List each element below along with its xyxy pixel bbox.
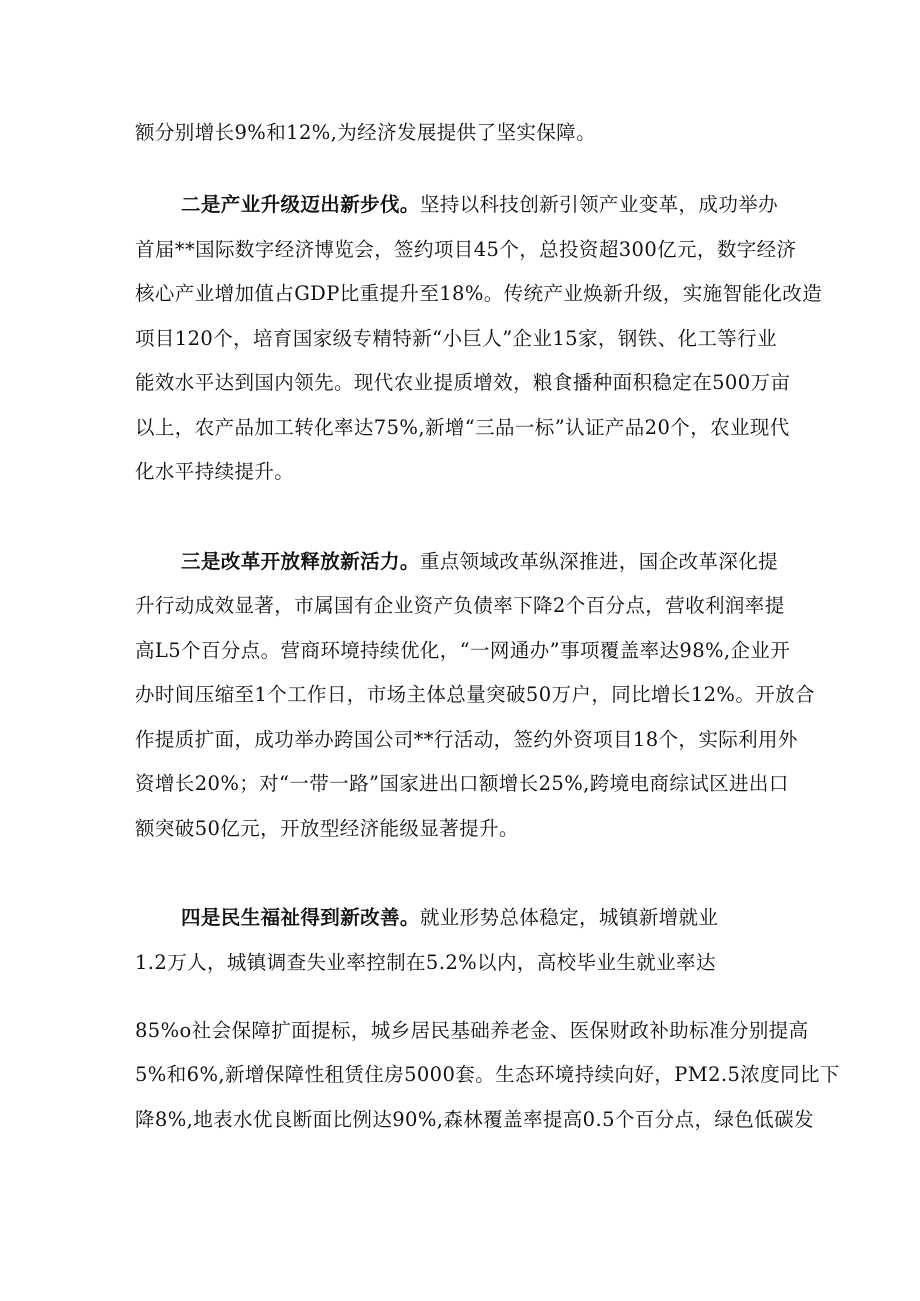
- paragraph-line: 资增长20%；对“一带一路”国家进出口额增长25%,跨境电商综试区进出口: [135, 772, 789, 795]
- paragraph-line: 以上，农产品加工转化率达75%,新增“三品一标”认证产品20个，农业现代: [135, 416, 790, 439]
- paragraph-line: 5%和6%,新增保障性租赁住房5000套。生态环境持续向好，PM2.5浓度同比下: [135, 1063, 840, 1086]
- section-first-line: [181, 193, 841, 217]
- section-first-line: [181, 906, 841, 930]
- paragraph-line: 升行动成效显著，市属国有企业资产负债率下降2个百分点，营收利润率提: [135, 594, 785, 617]
- section-text: 就业形势总体稳定，城镇新增就业: [419, 906, 719, 929]
- paragraph-line: 1.2万人，城镇调查失业率控制在5.2%以内，高校毕业生就业率达: [135, 951, 716, 974]
- paragraph-line: 核心产业增加值占GDP比重提升至18%。传统产业焕新升级，实施智能化改造: [135, 282, 823, 305]
- section-lead-heading: 四是民生福祉得到新改善。: [181, 906, 420, 929]
- paragraph-line: 首届**国际数字经济博览会，签约项目45个，总投资超300亿元，数字经济: [135, 238, 797, 261]
- paragraph-line: 能效水平达到国内领先。现代农业提质增效，粮食播种面积稳定在500万亩: [135, 371, 791, 394]
- section-first-line: [181, 550, 841, 574]
- paragraph-line: 额分别增长9%和12%,为经济发展提供了坚实保障。: [135, 121, 596, 144]
- section-lead-heading: 三是改革开放释放新活力。: [181, 550, 420, 573]
- paragraph-line: 项目120个，培育国家级专精特新“小巨人”企业15家，钢铁、化工等行业: [135, 327, 777, 350]
- section-text: 坚持以科技创新引领产业变革，成功举办: [419, 193, 779, 216]
- section-text: 重点领域改革纵深推进，国企改革深化提: [419, 550, 779, 573]
- paragraph-line: [135, 1152, 795, 1176]
- paragraph-line: 85%o社会保障扩面提标，城乡居民基础养老金、医保财政补助标准分别提高: [135, 1019, 809, 1042]
- paragraph-line: 额突破50亿元，开放型经济能级显著提升。: [135, 817, 519, 840]
- paragraph-line: 高L5个百分点。营商环境持续优化，“一网通办”事项覆盖率达98%,企业开: [135, 639, 791, 662]
- section-lead-heading: 二是产业升级迈出新步伐。: [181, 193, 420, 216]
- paragraph-line: 办时间压缩至1个工作日，市场主体总量突破50万户，同比增长12%。开放合: [135, 683, 815, 706]
- paragraph-line: 化水平持续提升。: [135, 460, 295, 483]
- paragraph-line: 降8%,地表水优良断面比例达90%,森林覆盖率提高0.5个百分点，绿色低碳发: [135, 1108, 814, 1131]
- paragraph-line: 作提质扩面，成功举办跨国公司**行活动，签约外资项目18个，实际利用外: [135, 728, 798, 751]
